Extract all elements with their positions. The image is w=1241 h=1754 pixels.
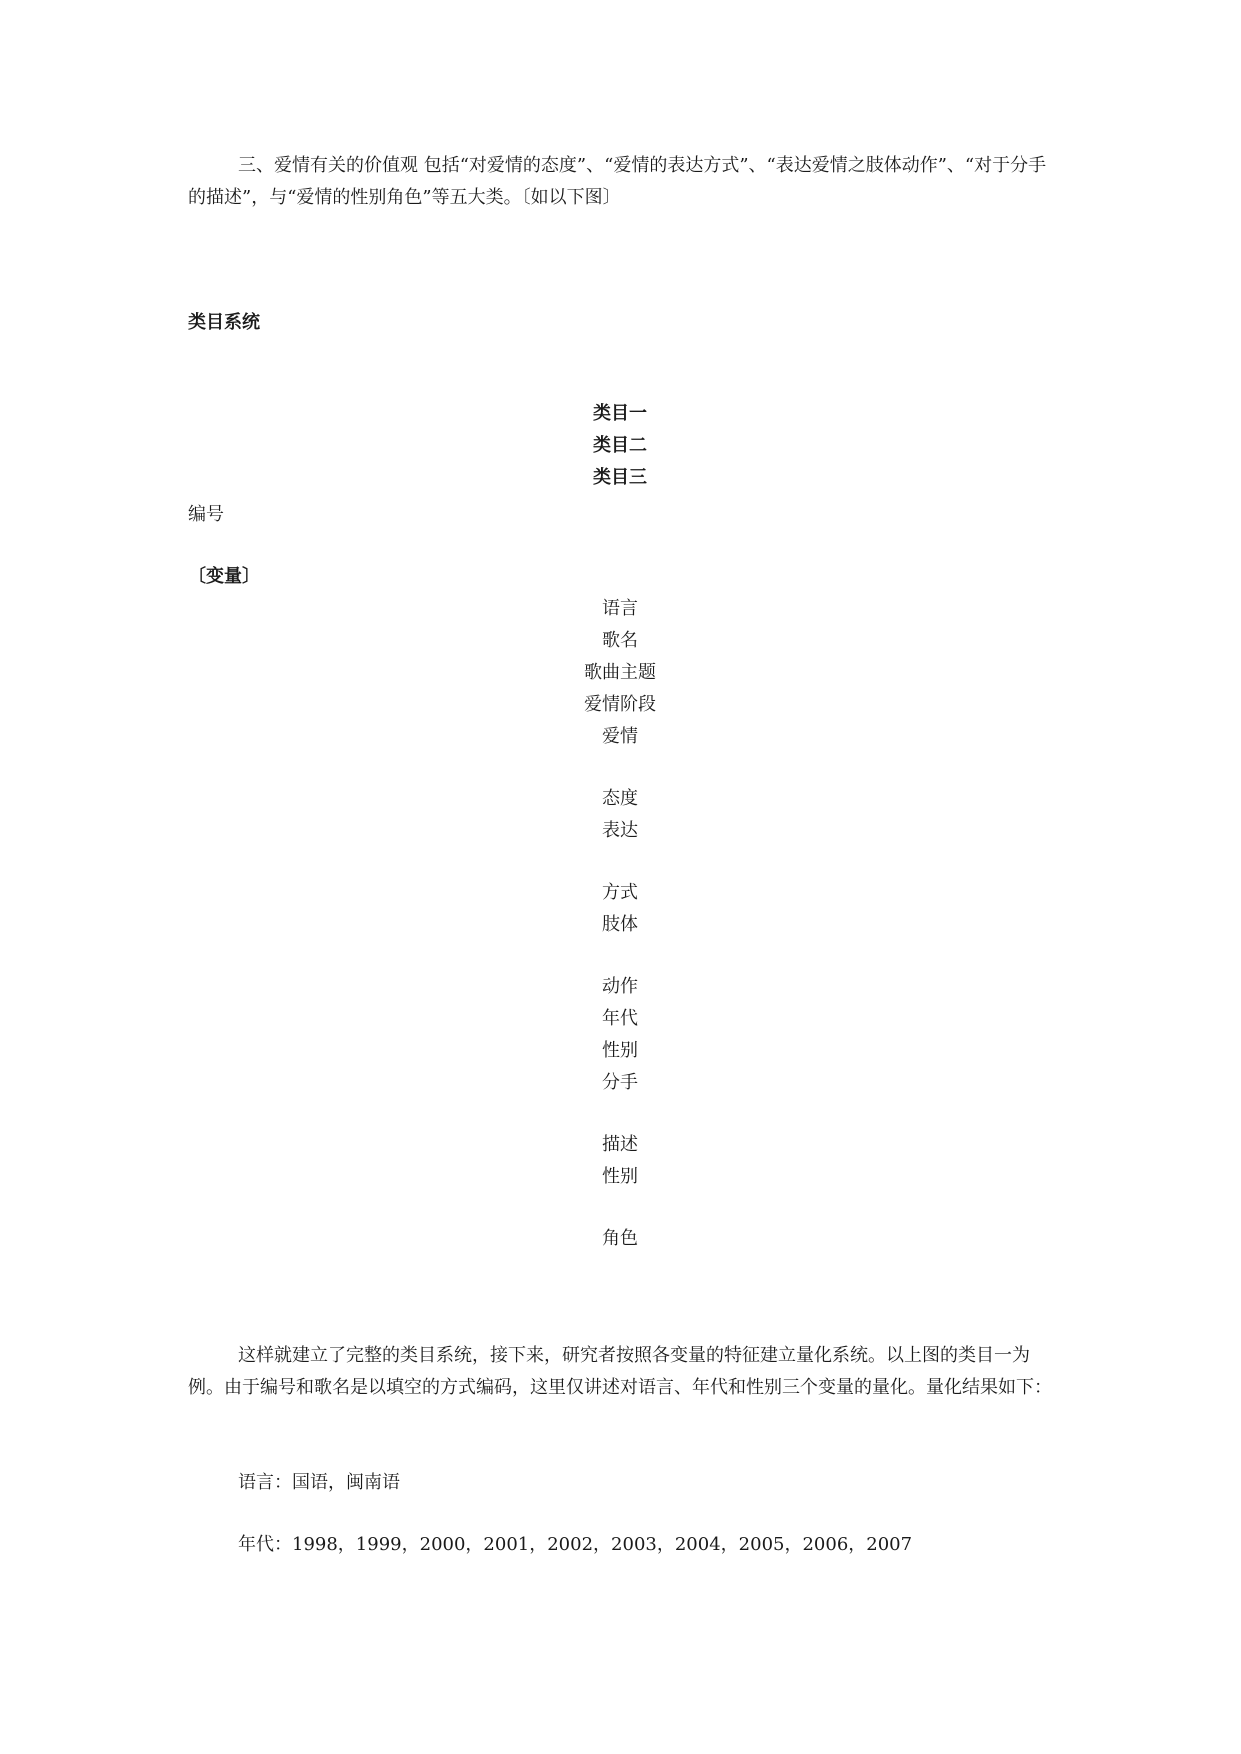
variable-item: 角色 <box>602 1228 638 1249</box>
variable-item: 爱情 <box>602 726 638 747</box>
variable-item: 方式 <box>602 882 638 903</box>
category-header-1: 类目一 <box>593 403 647 424</box>
quant-language: 语言：国语，闽南语 <box>238 1472 400 1493</box>
category-header-2: 类目二 <box>593 435 647 456</box>
variable-item: 性别 <box>602 1040 638 1061</box>
variables-label: 〔变量〕 <box>188 566 260 587</box>
variable-item: 性别 <box>602 1166 638 1187</box>
body-paragraph: 这样就建立了完整的类目系统，接下来，研究者按照各变量的特征建立量化系统。以上图的类目一为例。由于编号和歌名是以填空的方式编码，这里仅讲述对语言、年代和性别三个变量的量化。量化结果如下： <box>188 1345 1052 1398</box>
variable-item: 表达 <box>602 820 638 841</box>
quant-era: 年代：1998，1999，2000，2001，2002，2003，2004，2005，2006，2007 <box>238 1534 913 1555</box>
category-header-3: 类目三 <box>593 467 647 488</box>
number-label: 编号 <box>188 504 224 525</box>
variable-item: 歌名 <box>602 630 638 651</box>
section-title: 类目系统 <box>188 312 260 333</box>
intro-paragraph: 三、爱情有关的价值观 包括“对爱情的态度”、“爱情的表达方式”、“表达爱情之肢体动作”、“对于分手的描述”，与“爱情的性别角色”等五大类。〔如以下图〕 <box>188 155 1047 208</box>
variable-item: 爱情阶段 <box>584 694 656 715</box>
variable-item: 语言 <box>602 598 638 619</box>
variable-item: 肢体 <box>602 914 638 935</box>
variable-item: 描述 <box>602 1134 638 1155</box>
variable-item: 年代 <box>602 1008 638 1029</box>
variable-item: 态度 <box>602 788 638 809</box>
variable-item: 歌曲主题 <box>584 662 656 683</box>
variable-item: 分手 <box>602 1072 638 1093</box>
variable-item: 动作 <box>602 976 638 997</box>
